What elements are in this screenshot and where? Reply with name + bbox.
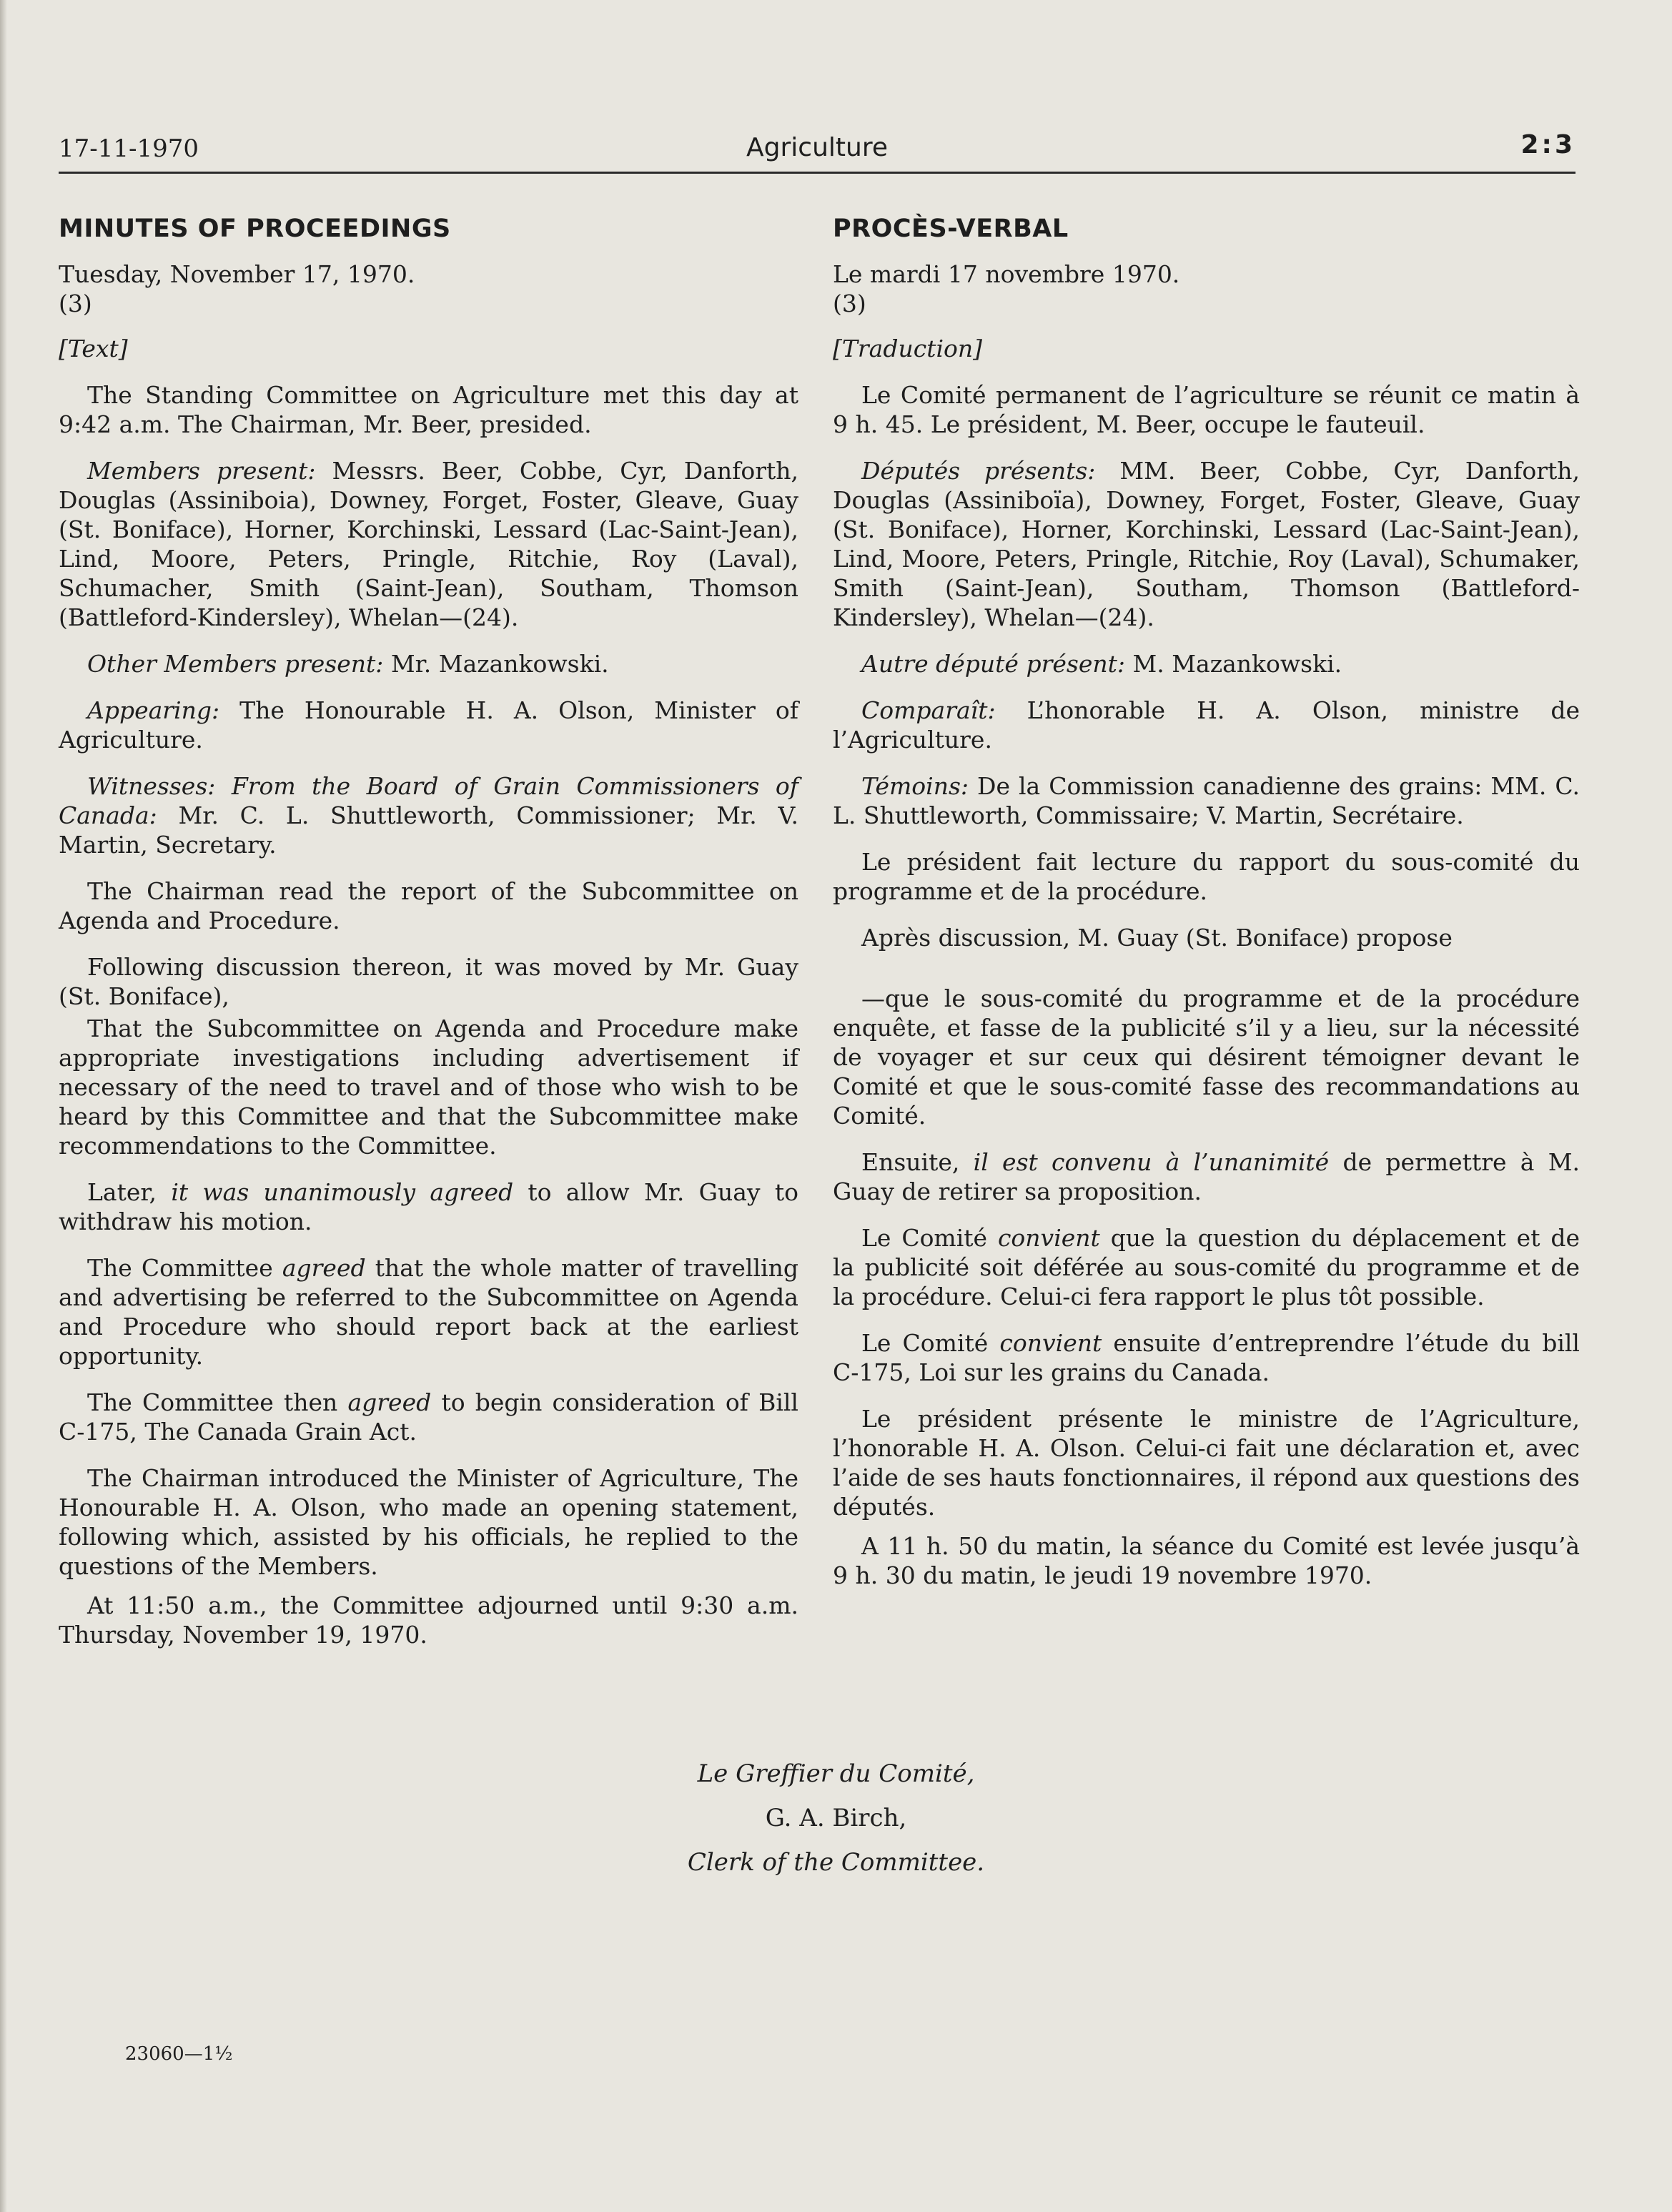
french-members-text: MM. Beer, Cobbe, Cyr, Danforth, Douglas (Assiniboïa), Downey, Forget, Foster, Gleave, Guay (St. Boniface), Horner, Korchinski, Lessard (Lac-Saint-Jean), Lind, Moore, Peters, Pringle, Ritchie, Roy (Laval), Schumaker, Smith (Saint-Jean), Southam, Thomson (Battleford-Kindersley), Whelan—(24). [833, 457, 1581, 631]
english-report-paragraph: The Chairman read the report of the Subcommittee on Agenda and Procedure. [59, 877, 798, 934]
clerk-title-english: Clerk of the Committee. [687, 1848, 985, 1877]
english-agreed-travel-paragraph [59, 1253, 798, 1371]
english-members-text: Messrs. Beer, Cobbe, Cyr, Danforth, Douglas (Assiniboia), Downey, Forget, Foster, Gleave, Guay (St. Boniface), Horner, Korchinski, Lessard (Lac-Saint-Jean), Lind, Moore, Peters, Pringle, Ritchie, Roy (Laval), Schumacher, Smith (Saint-Jean), Southam, Thomson (Battleford-Kindersley), Whelan—(24). [59, 457, 798, 631]
english-agreed1-em: agreed [282, 1254, 366, 1282]
english-appearing-text: The Honourable H. A. Olson, Minister of Agriculture. [59, 696, 798, 754]
french-agreed-bill-paragraph [833, 1328, 1580, 1387]
english-agreed1-b: that the whole matter of travelling and advertising be referred to the Subcommittee on Agenda and Procedure who should report back at the earliest opportunity. [59, 1254, 798, 1370]
header-date: 17-11-1970 [59, 134, 199, 163]
english-agreed2-em: agreed [347, 1388, 432, 1416]
french-witnesses [833, 771, 1580, 830]
french-later-paragraph [833, 1147, 1580, 1206]
french-agreed1-a: Le Comité [861, 1224, 988, 1252]
french-heading: PROCÈS-VERBAL [833, 214, 1069, 243]
french-column [833, 214, 1580, 1590]
french-witnesses-label: Témoins: [861, 772, 969, 800]
english-later-em: it was unanimously agreed [171, 1178, 514, 1206]
english-agreed2-a: The Committee then [87, 1388, 338, 1416]
french-date-line: Le mardi 17 novembre 1970. [833, 260, 1180, 288]
french-later-em: il est convenu à l’unanimité [973, 1148, 1330, 1176]
english-later-b: to allow Mr. Guay to withdraw his motion. [59, 1178, 798, 1235]
english-moved-paragraph: Following discussion thereon, it was moved by Mr. Guay (St. Boniface), [59, 953, 798, 1010]
french-witnesses-text: De la Commission canadienne des grains: MM. C. L. Shuttleworth, Commissaire; V. Martin, Secrétaire. [833, 772, 1580, 829]
english-witnesses-text: Mr. C. L. Shuttleworth, Commissioner; Mr. V. Martin, Secretary. [59, 801, 798, 859]
english-other-text: Mr. Mazankowski. [390, 650, 609, 678]
english-sitting-number: (3) [59, 290, 92, 317]
french-members-label: Députés présents: [861, 457, 1096, 485]
english-other-members [59, 649, 798, 678]
english-adjourn-paragraph: At 11:50 a.m., the Committee adjourned until 9:30 a.m. Thursday, November 19, 1970. [59, 1591, 798, 1649]
english-witnesses-label: Witnesses: From the Board of Grain Commissioners of Canada: [59, 772, 798, 829]
english-later-paragraph [59, 1177, 798, 1236]
french-other-members [833, 649, 1580, 678]
english-agreed-bill-paragraph [59, 1388, 798, 1446]
french-later-b: de permettre à M. Guay de retirer sa proposition. [833, 1148, 1581, 1205]
english-motion-paragraph: That the Subcommittee on Agenda and Procedure make appropriate investigations including advertisement if necessary of the need to travel and of those who wish to be heard by this Committee and that the Subcommittee make recommendations to the Committee. [59, 1014, 798, 1160]
english-members-label: Members present: [87, 457, 316, 485]
french-appearing-text: L’honorable H. A. Olson, ministre de l’Agriculture. [833, 696, 1580, 754]
french-adjourn-paragraph: A 11 h. 50 du matin, la séance du Comité est levée jusqu’à 9 h. 30 du matin, le jeudi 19 novembre 1970. [833, 1532, 1580, 1589]
french-agreed1-b: que la question du déplacement et de la publicité soit déférée au sous-comité du programme et de la procédure. Celui-ci fera rapport le plus tôt possible. [833, 1224, 1580, 1310]
french-other-label: Autre député présent: [861, 650, 1125, 678]
french-agreed2-a: Le Comité [861, 1329, 989, 1357]
english-appearing-label: Appearing: [87, 696, 220, 724]
clerk-title-french: Le Greffier du Comité, [697, 1759, 975, 1788]
english-text-tag: [Text] [59, 335, 128, 362]
english-agreed2-b: to begin consideration of Bill C-175, The Canada Grain Act. [59, 1388, 798, 1446]
english-members-present [59, 456, 798, 632]
running-header [59, 130, 1575, 174]
english-minister-paragraph: The Chairman introduced the Minister of Agriculture, The Honourable H. A. Olson, who made an opening statement, following which, assisted by his officials, he replied to the questions of the Members. [59, 1464, 798, 1580]
signature-block [0, 1752, 1672, 1885]
french-sitting-number: (3) [833, 290, 866, 317]
french-agreed-travel-paragraph [833, 1223, 1580, 1311]
french-members-present [833, 456, 1580, 632]
french-later-a: Ensuite, [861, 1148, 960, 1176]
english-column [59, 214, 798, 1649]
french-agreed2-em: convient [999, 1329, 1102, 1357]
french-motion-paragraph: —que le sous-comité du programme et de la procédure enquête, et fasse de la publicité s’il y a lieu, sur la nécessité de voyager et sur ceux qui désirent témoigner devant le Comité et que le sous-comité fasse des recommandations au Comité. [833, 984, 1580, 1130]
english-agreed1-a: The Committee [87, 1254, 273, 1282]
french-opening-paragraph: Le Comité permanent de l’agriculture se réunit ce matin à 9 h. 45. Le président, M. Beer, occupe le fauteuil. [833, 381, 1580, 438]
english-heading: MINUTES OF PROCEEDINGS [59, 214, 451, 243]
english-appearing [59, 696, 798, 754]
english-date-line: Tuesday, November 17, 1970. [59, 260, 415, 288]
printer-code: 23060—1½ [125, 2043, 233, 2065]
english-other-label: Other Members present: [87, 650, 384, 678]
header-title: Agriculture [746, 133, 888, 162]
french-appearing-label: Comparaît: [861, 696, 996, 724]
french-text-tag: [Traduction] [833, 335, 983, 362]
french-moved-paragraph: Après discussion, M. Guay (St. Boniface) propose [861, 924, 1453, 952]
french-agreed1-em: convient [997, 1224, 1100, 1252]
english-opening-paragraph: The Standing Committee on Agriculture met this day at 9:42 a.m. The Chairman, Mr. Beer, presided. [59, 381, 798, 438]
french-appearing [833, 696, 1580, 754]
header-page-number: 2:3 [1520, 130, 1575, 159]
english-later-a: Later, [87, 1178, 157, 1206]
english-witnesses [59, 771, 798, 859]
clerk-name: G. A. Birch, [765, 1804, 907, 1832]
french-agreed2-b: ensuite d’entreprendre l’étude du bill C-175, Loi sur les grains du Canada. [833, 1329, 1580, 1386]
french-other-text: M. Mazankowski. [1132, 650, 1342, 678]
french-report-paragraph: Le président fait lecture du rapport du sous-comité du programme et de la procédure. [833, 848, 1580, 905]
french-minister-paragraph: Le président présente le ministre de l’Agriculture, l’honorable H. A. Olson. Celui-ci fait une déclaration et, avec l’aide de ses hauts fonctionnaires, il répond aux questions des députés. [833, 1405, 1580, 1521]
